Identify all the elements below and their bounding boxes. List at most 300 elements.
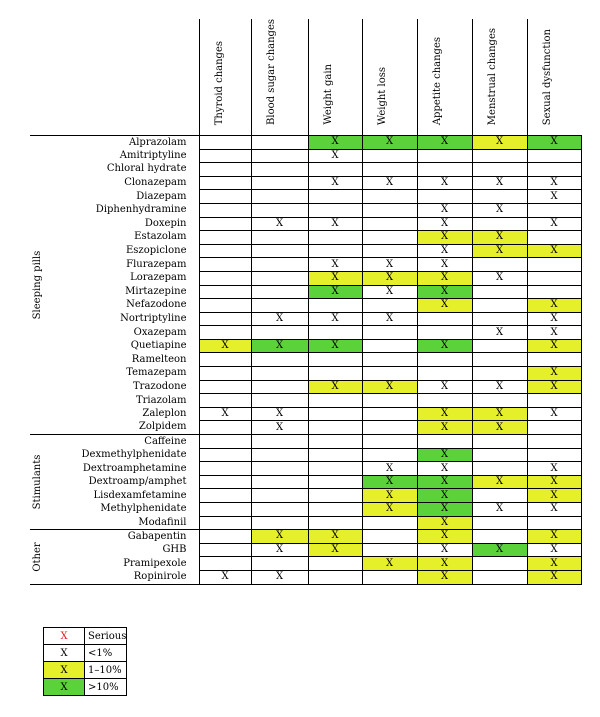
column-header [472, 19, 527, 135]
table-row [30, 271, 581, 285]
effect-cell [527, 394, 581, 408]
effect-cell [199, 163, 251, 177]
table-row [30, 380, 581, 394]
effect-cell [308, 394, 362, 408]
legend-mark: X [60, 630, 68, 642]
drug-name: Ropinirole [52, 570, 199, 584]
effect-cell: X [527, 380, 581, 394]
effect-cell [199, 176, 251, 190]
table-row [30, 285, 581, 299]
header-row [30, 19, 581, 135]
effect-cell: X [417, 462, 472, 476]
table-row [30, 163, 581, 177]
effect-cell [472, 570, 527, 584]
effect-cell: X [362, 258, 417, 272]
effect-cell: X [308, 176, 362, 190]
effect-cell [362, 163, 417, 177]
drug-name: Estazolam [134, 231, 187, 243]
effect-cell [199, 258, 251, 272]
effect-cell: X [199, 339, 251, 353]
effect-cell [417, 394, 472, 408]
legend-mark: X [60, 664, 68, 676]
legend-body [44, 628, 127, 696]
column-header-label: Appetite changes [431, 36, 443, 125]
effect-cell: X [417, 448, 472, 462]
effect-cell: X [308, 339, 362, 353]
drug-name: Doxepin [144, 217, 187, 229]
column-header [362, 19, 417, 135]
effect-cell [472, 462, 527, 476]
effect-cell [417, 326, 472, 340]
effect-cell [199, 503, 251, 517]
header-blank [52, 19, 199, 135]
column-header-label: Thyroid changes [213, 40, 225, 125]
effect-cell [251, 462, 308, 476]
effect-cell: X [472, 176, 527, 190]
effect-cell: X [472, 203, 527, 217]
effect-cell [417, 190, 472, 204]
effect-cell: X [417, 543, 472, 557]
effect-cell [251, 367, 308, 381]
effect-cell: X [527, 190, 581, 204]
effect-cell [251, 299, 308, 313]
effect-cell: X [417, 421, 472, 435]
legend-mark: X [60, 647, 68, 659]
effect-cell [251, 135, 308, 149]
effect-cell [199, 312, 251, 326]
effect-cell [199, 421, 251, 435]
effect-cell [472, 489, 527, 503]
effect-cell [362, 190, 417, 204]
column-header [199, 19, 251, 135]
drug-name: Mirtazepine [125, 285, 187, 297]
drug-name: Trazodone [133, 380, 187, 392]
effect-cell [472, 163, 527, 177]
group-cell [30, 135, 52, 434]
drug-name: Clonazepam [124, 177, 187, 189]
table-row [30, 149, 581, 163]
drug-name: Zolpidem [52, 421, 199, 435]
effect-cell [308, 462, 362, 476]
drug-name: Diazepam [136, 190, 187, 202]
effect-cell [472, 448, 527, 462]
table-row [30, 543, 581, 557]
effect-cell: X [472, 135, 527, 149]
effect-cell: X [417, 570, 472, 584]
effect-cell [251, 448, 308, 462]
effect-cell [199, 557, 251, 571]
effect-cell [362, 407, 417, 421]
drug-name: Amitriptyline [119, 149, 187, 161]
drug-name: Nefazodone [126, 299, 187, 311]
column-header-label: Menstrual changes [486, 27, 498, 125]
legend-row [44, 679, 127, 696]
table-row [30, 244, 581, 258]
effect-cell: X [417, 339, 472, 353]
effect-cell [199, 516, 251, 530]
effect-cell [251, 258, 308, 272]
effect-cell [527, 271, 581, 285]
effect-cell [472, 217, 527, 231]
effect-cell [308, 203, 362, 217]
effect-cell: X [251, 530, 308, 544]
effect-cell: X [251, 421, 308, 435]
effect-cell: X [527, 557, 581, 571]
legend-swatch [44, 645, 85, 662]
effect-cell [527, 353, 581, 367]
effect-cell [362, 543, 417, 557]
table-row [30, 475, 581, 489]
effect-cell [472, 149, 527, 163]
table-row [30, 135, 581, 149]
effect-cell: X [308, 217, 362, 231]
effect-cell [308, 231, 362, 245]
effect-cell: X [527, 135, 581, 149]
effect-cell [251, 163, 308, 177]
header-blank [30, 19, 52, 135]
effect-cell [362, 149, 417, 163]
effect-cell [527, 231, 581, 245]
effect-cell [472, 557, 527, 571]
table-row [30, 339, 581, 353]
column-header [308, 19, 362, 135]
effect-cell: X [417, 475, 472, 489]
effect-cell [417, 435, 472, 449]
table-row [30, 435, 581, 449]
group-label: Stimulants [32, 454, 43, 510]
effect-cell: X [417, 407, 472, 421]
drug-name: Nortriptyline [120, 312, 187, 324]
effect-cell [251, 285, 308, 299]
effect-cell [472, 353, 527, 367]
effect-cell [362, 394, 417, 408]
effect-cell [472, 299, 527, 313]
effect-cell [251, 326, 308, 340]
drug-name: Methylphenidate [100, 503, 187, 515]
effect-cell: X [308, 530, 362, 544]
effect-cell: X [417, 203, 472, 217]
table-row [30, 570, 581, 584]
drug-name: Dextroamp/amphet [88, 476, 187, 488]
legend-mark: X [60, 681, 68, 693]
effect-cell: X [472, 475, 527, 489]
effect-cell [472, 516, 527, 530]
effect-cell: X [308, 380, 362, 394]
drug-name: Chloral hydrate [106, 163, 187, 175]
table-row [30, 190, 581, 204]
effect-cell: X [362, 312, 417, 326]
effect-cell: X [417, 489, 472, 503]
drug-name: Flurazepam [126, 258, 187, 270]
effect-cell: X [527, 530, 581, 544]
effect-cell [527, 149, 581, 163]
effect-cell [362, 448, 417, 462]
effect-cell [199, 435, 251, 449]
legend-label: Serious [85, 628, 127, 645]
effect-cell: X [251, 570, 308, 584]
effect-cell [362, 530, 417, 544]
effect-cell [251, 503, 308, 517]
group-cell [30, 530, 52, 584]
legend-label: <1% [85, 645, 127, 662]
drug-name: Diphenhydramine [95, 204, 187, 216]
effect-cell [472, 435, 527, 449]
legend-swatch [44, 662, 85, 679]
effect-cell [308, 557, 362, 571]
effect-cell [362, 421, 417, 435]
effect-cell: X [251, 339, 308, 353]
effect-cell [251, 557, 308, 571]
effect-cell [472, 530, 527, 544]
effect-cell [199, 543, 251, 557]
effect-cell: X [472, 380, 527, 394]
effect-cell: X [362, 462, 417, 476]
effect-cell [308, 244, 362, 258]
effect-cell: X [417, 231, 472, 245]
effect-cell [199, 326, 251, 340]
drug-name: Lisdexamfetamine [93, 489, 187, 501]
drug-name: Zaleplon [142, 408, 187, 420]
effect-cell [308, 367, 362, 381]
drug-name: GHB [162, 544, 187, 556]
effect-cell: X [527, 217, 581, 231]
effect-cell: X [527, 339, 581, 353]
effect-cell: X [417, 557, 472, 571]
effect-cell [472, 339, 527, 353]
effect-cell [251, 271, 308, 285]
effect-cell [199, 285, 251, 299]
table-row [30, 516, 581, 530]
table-row [30, 407, 581, 421]
drug-name: Quetiapine [130, 340, 187, 352]
effect-cell [308, 190, 362, 204]
effect-cell [251, 231, 308, 245]
group-cell [30, 435, 52, 530]
column-header-label: Sexual dysfunction [541, 28, 553, 125]
table-row [30, 489, 581, 503]
effect-cell: X [199, 407, 251, 421]
effect-cell [251, 190, 308, 204]
effect-cell [308, 503, 362, 517]
effect-cell: X [472, 231, 527, 245]
effect-cell [199, 353, 251, 367]
effect-cell: X [472, 407, 527, 421]
effect-cell: X [308, 258, 362, 272]
effect-cell [417, 163, 472, 177]
effect-cell [472, 285, 527, 299]
column-header-label: Weight gain [322, 64, 334, 125]
drug-name: Gabapentin [127, 530, 187, 542]
effect-cell [527, 421, 581, 435]
table-row [30, 353, 581, 367]
effect-cell [362, 244, 417, 258]
effect-cell: X [308, 135, 362, 149]
effect-cell: X [362, 176, 417, 190]
drug-name: Modafinil [52, 516, 199, 530]
effect-cell: X [417, 271, 472, 285]
effect-cell [527, 163, 581, 177]
effect-cell [251, 394, 308, 408]
effect-cell [199, 244, 251, 258]
effect-cell: X [417, 285, 472, 299]
drug-name: Ramelteon [131, 353, 187, 365]
effect-cell [417, 149, 472, 163]
effect-cell [362, 339, 417, 353]
effect-cell: X [251, 217, 308, 231]
effect-cell: X [362, 503, 417, 517]
table-body [30, 135, 581, 584]
effect-cell: X [308, 285, 362, 299]
effect-cell [308, 299, 362, 313]
effect-cell [417, 353, 472, 367]
table-row [30, 503, 581, 517]
effect-cell [362, 367, 417, 381]
effect-cell: X [527, 326, 581, 340]
effect-cell: X [308, 271, 362, 285]
effect-cell [308, 407, 362, 421]
effect-cell [251, 149, 308, 163]
table-row [30, 326, 581, 340]
legend-label: 1–10% [85, 662, 127, 679]
effect-cell [251, 244, 308, 258]
effect-cell: X [362, 475, 417, 489]
table-row [30, 557, 581, 571]
effect-cell [472, 258, 527, 272]
column-header-label: Weight loss [376, 66, 388, 125]
table-row [30, 367, 581, 381]
effect-cell: X [251, 312, 308, 326]
effect-cell: X [362, 489, 417, 503]
effect-cell [362, 217, 417, 231]
effect-cell: X [472, 326, 527, 340]
effect-cell [308, 516, 362, 530]
legend-row [44, 628, 127, 645]
effect-cell: X [527, 407, 581, 421]
effect-cell: X [308, 149, 362, 163]
effect-cell: X [527, 312, 581, 326]
effect-cell: X [472, 271, 527, 285]
effect-cell [308, 353, 362, 367]
effect-cell [362, 353, 417, 367]
drug-name: Eszopiclone [126, 245, 187, 257]
drug-name: Triazolam [135, 394, 187, 406]
table-row [30, 394, 581, 408]
drug-name: Dexmethylphenidate [81, 448, 187, 460]
effect-cell [251, 176, 308, 190]
effect-cell [251, 489, 308, 503]
drug-name: Pramipexole [123, 557, 187, 569]
table-row [30, 312, 581, 326]
legend-swatch [44, 628, 85, 645]
effect-cell: X [527, 462, 581, 476]
drug-name: Alprazolam [129, 136, 187, 148]
effect-cell: X [527, 570, 581, 584]
effect-cell [362, 231, 417, 245]
effect-cell [472, 312, 527, 326]
effect-cell: X [417, 176, 472, 190]
effect-cell: X [308, 312, 362, 326]
effect-cell [362, 516, 417, 530]
effect-cell [527, 285, 581, 299]
drug-name: Lorazepam [130, 272, 187, 284]
drug-name: Dextroamphetamine [82, 462, 187, 474]
effect-cell [362, 299, 417, 313]
effect-cell [251, 435, 308, 449]
effect-cell [308, 421, 362, 435]
effect-cell: X [251, 407, 308, 421]
table-row [30, 203, 581, 217]
effect-cell [199, 380, 251, 394]
column-header [251, 19, 308, 135]
effect-cell [308, 435, 362, 449]
effect-cell [308, 326, 362, 340]
effect-cell [308, 475, 362, 489]
effect-cell [199, 367, 251, 381]
legend-swatch [44, 679, 85, 696]
effect-cell: X [251, 543, 308, 557]
effect-cell: X [417, 516, 472, 530]
effect-cell: X [527, 367, 581, 381]
effect-cell: X [527, 176, 581, 190]
effect-cell: X [308, 543, 362, 557]
effect-cell: X [417, 380, 472, 394]
effect-cell: X [362, 271, 417, 285]
table-row [30, 462, 581, 476]
effect-cell: X [362, 135, 417, 149]
effect-cell [199, 448, 251, 462]
effect-cell [199, 394, 251, 408]
column-header [527, 19, 581, 135]
effect-cell [199, 231, 251, 245]
effect-cell [472, 190, 527, 204]
effect-cell [527, 203, 581, 217]
table-row [30, 231, 581, 245]
effect-cell [472, 367, 527, 381]
effect-cell: X [472, 503, 527, 517]
effect-cell: X [362, 285, 417, 299]
effect-cell [199, 299, 251, 313]
effect-cell [199, 475, 251, 489]
group-label: Sleeping pills [32, 250, 43, 320]
effect-cell [199, 190, 251, 204]
effect-cell [251, 203, 308, 217]
effect-cell [362, 570, 417, 584]
effect-cell: X [472, 244, 527, 258]
table-row [30, 217, 581, 231]
effect-cell [199, 462, 251, 476]
column-header [417, 19, 472, 135]
group-label: Other [32, 542, 43, 572]
effect-cell [199, 489, 251, 503]
effect-cell: X [527, 503, 581, 517]
drug-name: Caffeine [144, 435, 187, 447]
legend-row [44, 662, 127, 679]
effect-cell: X [417, 258, 472, 272]
effect-cell: X [472, 421, 527, 435]
effect-cell [308, 448, 362, 462]
effect-cell: X [362, 380, 417, 394]
effect-cell: X [417, 135, 472, 149]
effect-cell [362, 326, 417, 340]
column-header-label: Blood sugar changes [265, 19, 277, 125]
effect-cell [199, 203, 251, 217]
table-row [30, 530, 581, 544]
effect-cell: X [417, 299, 472, 313]
drug-name: Temazepam [126, 367, 187, 379]
effect-cell [417, 367, 472, 381]
legend-row [44, 645, 127, 662]
effect-cell: X [417, 244, 472, 258]
